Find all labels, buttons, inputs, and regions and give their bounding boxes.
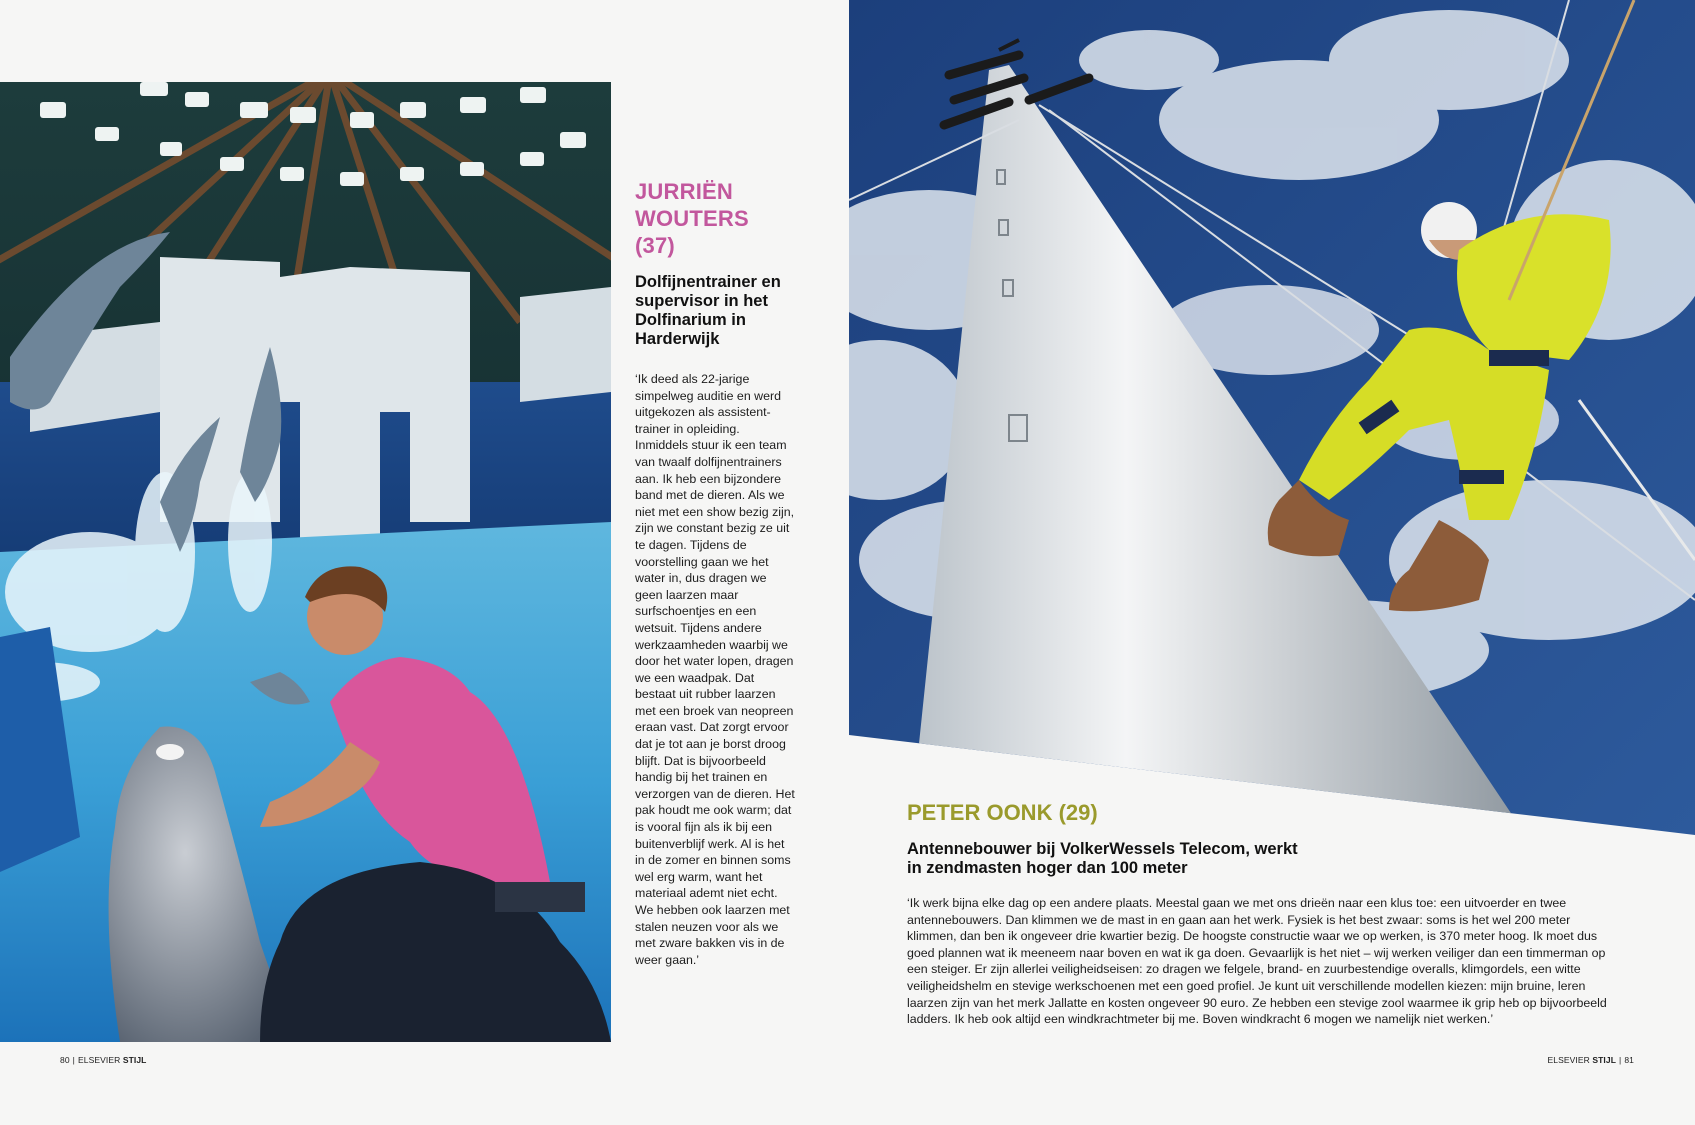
brand-name-bold: STIJL bbox=[1592, 1055, 1617, 1065]
mast-photo-illustration bbox=[849, 0, 1695, 840]
dolphin-trainer-photo bbox=[0, 82, 611, 1042]
profile-jurrien bbox=[635, 178, 795, 968]
dolphin-photo-illustration bbox=[0, 82, 611, 1042]
profile-quote: ‘Ik deed als 22-jarige simpelweg auditie en werd uitgekozen als assistent-trainer in opleiding. Inmiddels stuur ik een team van twaalf dolfijnentrainers aan. Ik heb een bijzondere band met de dieren. Als we niet met een show bezig zijn, zijn we constant bezig ze uit te dagen. Tijdens de voorstelling gaan we het water in, dus dragen we geen laarzen maar surfschoentjes en een wetsuit. Tijdens andere werkzaamheden waarbij we door het water lopen, dragen we een waadpak. Dat bestaat uit rubber laarzen met een broek van neopreen eraan vast. Dat zorgt ervoor dat je tot aan je borst droog blijft. Dat is bijvoorbeeld handig bij het trainen en verzorgen van de dieren. Het pak houdt me ook warm; dat is vooral fijn als ik bij een buitenverblijf werk. Al is het in de zomer en binnen soms wel erg warm, want het materiaal ademt niet echt. We hebben ook laarzen met stalen neuzen voor als we met zware bakken vis in de weer gaan.’ bbox=[635, 372, 795, 967]
page-number: 80 bbox=[60, 1055, 70, 1065]
profile-peter bbox=[907, 800, 1617, 1028]
footer-separator: | bbox=[1619, 1055, 1622, 1065]
page-footer-right bbox=[1548, 1055, 1634, 1065]
profile-quote: ‘Ik werk bijna elke dag op een andere plaats. Meestal gaan we met ons drieën naar een klus toe: een uitvoerder en twee antennebouwers. Dan klimmen we de mast in en gaan aan het werk. Fysiek is het best zwaar: soms is het wel 200 meter klimmen, dan ben ik ongeveer drie kwartier bezig. De hoogste constructie waar we op werken, is 370 meter hoog. Ik moet dus goed plannen wat ik meeneem naar boven en wat ik ga doen. Gevaarlijk is het niet – wij werken veiliger dan een timmerman op een steiger. Er zijn allerlei veiligheidseisen: zo dragen we felgele, brand- en zuurbestendige overalls, klimgordels, een witte veiligheidshelm en stevige werkschoenen met een goed profiel. Je kunt uit verschillende modellen kiezen: mijn bruine, leren laarzen zijn van het merk Jallatte en kosten ongeveer 90 euro. Ze hebben een stevige zool waarmee ik grip heb op bijvoorbeeld ladders. Ik heb ook altijd een windkrachtmeter bij me. Boven windkracht 6 mogen we namelijk niet werken.’ bbox=[907, 896, 1607, 1027]
profile-role: Dolfijnentrainer en supervisor in het Dolfinarium in Harderwijk bbox=[635, 273, 781, 348]
footer-separator: | bbox=[72, 1055, 75, 1065]
profile-name: PETER OONK (29) bbox=[907, 800, 1098, 825]
profile-name: JURRIËN WOUTERS (37) bbox=[635, 179, 749, 258]
brand-name-bold: STIJL bbox=[122, 1055, 147, 1065]
brand-name: ELSEVIER bbox=[1547, 1055, 1590, 1065]
brand-name: ELSEVIER bbox=[77, 1055, 121, 1065]
profile-role: Antennebouwer bij VolkerWessels Telecom, werkt in zendmasten hoger dan 100 meter bbox=[907, 840, 1298, 877]
page-footer-left bbox=[60, 1055, 146, 1065]
page-number: 81 bbox=[1624, 1055, 1634, 1065]
antenna-climber-photo bbox=[849, 0, 1695, 840]
